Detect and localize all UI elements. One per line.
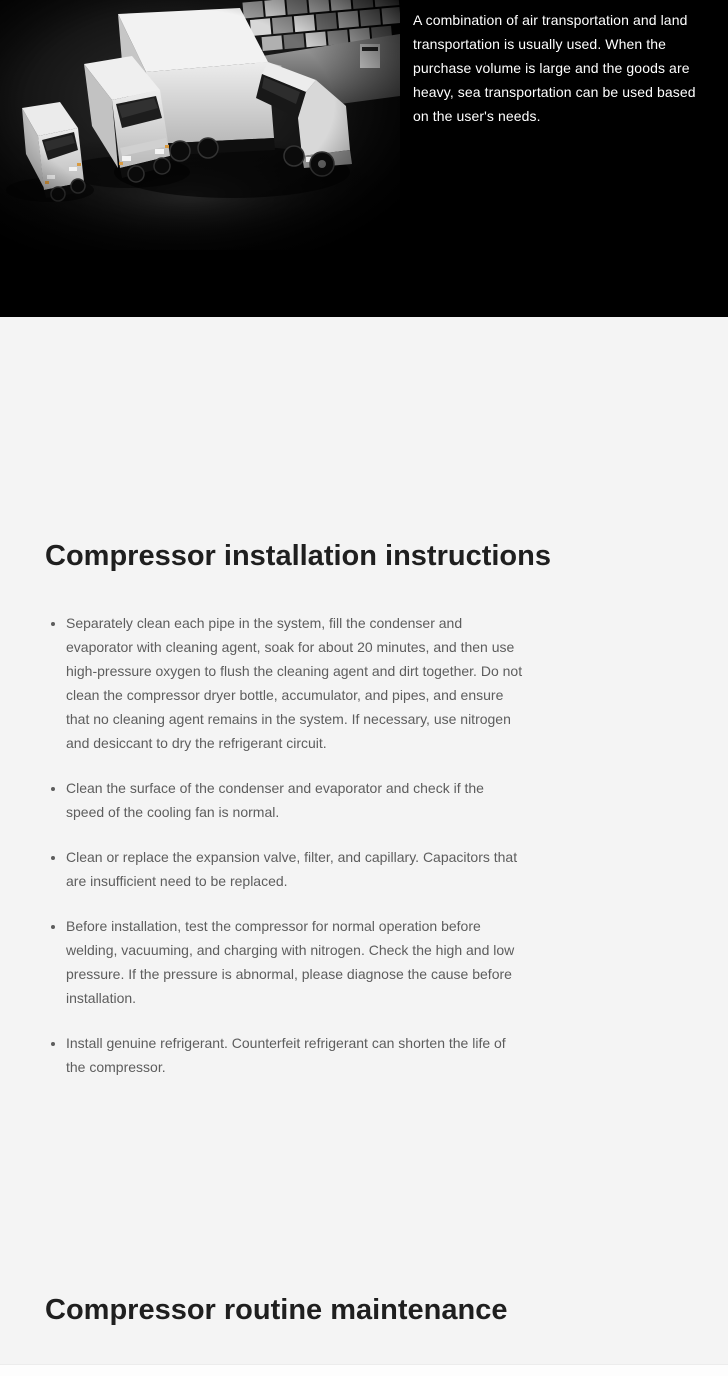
installation-bullet-4: • Before installation, test the compressor for normal operation before welding, vacuuming, and charging with nitrogen. Check the high and low pressure. If the pressure is abnormal, please diagnose the cause before installation. xyxy=(66,914,524,1010)
hero-section xyxy=(0,0,728,317)
installation-bullet-5: • Install genuine refrigerant. Counterfeit refrigerant can shorten the life of the compressor. xyxy=(66,1031,524,1079)
installation-bullet-3: • Clean or replace the expansion valve, filter, and capillary. Capacitors that are insufficient need to be replaced. xyxy=(66,845,524,893)
hero-paragraph: A combination of air transportation and land transportation is usually used. When the purchase volume is large and the goods are heavy, sea transportation can be used based on the user's needs. xyxy=(413,12,696,124)
installation-bullet-2: • Clean the surface of the condenser and evaporator and check if the speed of the cooling fan is normal. xyxy=(66,776,524,824)
transport-vehicles-image xyxy=(0,0,400,250)
content-section xyxy=(0,317,728,1364)
installation-bullet-1: • Separately clean each pipe in the system, fill the condenser and evaporator with cleaning agent, soak for about 20 minutes, and then use high-pressure oxygen to flush the cleaning agent and dirt together. Do not clean the compressor dryer bottle, accumulator, and pipes, and ensure that no cleaning agent remains in the system. If necessary, use nitrogen and desiccant to dry the refrigerant circuit. xyxy=(66,611,524,755)
installation-bullet-list xyxy=(45,611,524,1079)
maintenance-heading: Compressor routine maintenance xyxy=(45,1294,508,1326)
next-section-divider xyxy=(0,1364,728,1376)
installation-heading: Compressor installation instructions xyxy=(45,540,551,572)
